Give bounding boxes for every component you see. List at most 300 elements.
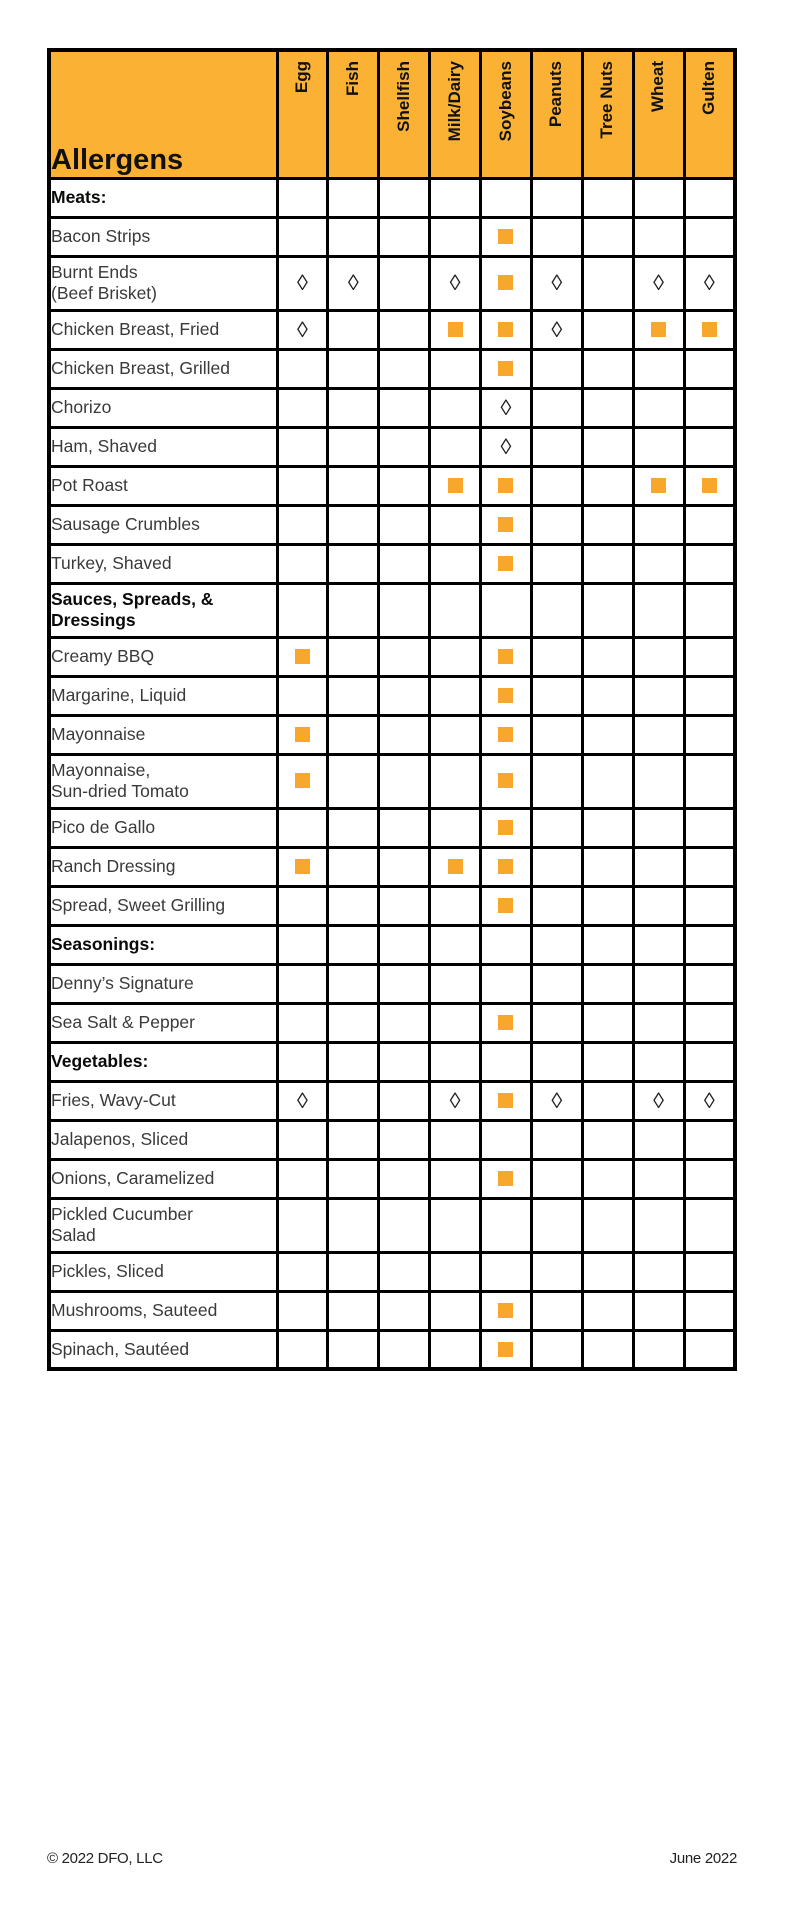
allergen-cell bbox=[684, 217, 735, 256]
allergen-cell bbox=[430, 1198, 481, 1252]
footer bbox=[47, 1850, 737, 1867]
allergen-cell bbox=[481, 715, 532, 754]
allergen-cell bbox=[633, 256, 684, 310]
allergen-cell bbox=[328, 808, 379, 847]
allergen-cell bbox=[582, 925, 633, 964]
allergen-cell bbox=[430, 925, 481, 964]
allergen-cell bbox=[328, 178, 379, 217]
allergen-cell bbox=[430, 310, 481, 349]
row-label-line1: Ham, Shaved bbox=[51, 435, 158, 456]
table-row bbox=[49, 505, 735, 544]
row-label-line1: Jalapenos, Sliced bbox=[51, 1128, 189, 1149]
square-marker-icon bbox=[498, 478, 513, 493]
column-header-fish bbox=[328, 50, 379, 178]
square-marker-icon bbox=[498, 1342, 513, 1357]
column-header-label: Fish bbox=[342, 61, 362, 96]
row-label-line1: Bacon Strips bbox=[51, 225, 151, 246]
allergen-cell bbox=[633, 808, 684, 847]
allergen-cell bbox=[531, 715, 582, 754]
allergen-cell bbox=[582, 1042, 633, 1081]
allergen-cell bbox=[430, 715, 481, 754]
column-header-egg bbox=[277, 50, 328, 178]
allergen-cell bbox=[531, 925, 582, 964]
allergen-cell bbox=[582, 427, 633, 466]
allergen-cell bbox=[633, 1291, 684, 1330]
row-label-line1: Spinach, Sautéed bbox=[51, 1338, 190, 1359]
allergen-cell bbox=[328, 310, 379, 349]
table-row bbox=[49, 754, 735, 808]
row-label-line1: Denny’s Signature bbox=[51, 972, 194, 993]
allergen-cell bbox=[328, 217, 379, 256]
row-label bbox=[49, 964, 277, 1003]
allergen-cell bbox=[430, 1330, 481, 1369]
row-label bbox=[49, 715, 277, 754]
allergen-cell bbox=[531, 349, 582, 388]
row-label bbox=[49, 427, 277, 466]
allergen-cell bbox=[277, 1120, 328, 1159]
row-label-line1: Pickles, Sliced bbox=[51, 1260, 164, 1281]
allergen-cell bbox=[430, 676, 481, 715]
allergen-cell bbox=[328, 1291, 379, 1330]
row-label-line1: Meats: bbox=[51, 186, 107, 207]
allergen-cell bbox=[277, 1159, 328, 1198]
row-label-line1: Onions, Caramelized bbox=[51, 1167, 215, 1188]
allergen-cell bbox=[430, 583, 481, 637]
allergen-cell bbox=[481, 1003, 532, 1042]
square-marker-icon bbox=[295, 727, 310, 742]
allergen-cell bbox=[379, 1120, 430, 1159]
allergen-cell bbox=[531, 847, 582, 886]
allergen-cell bbox=[430, 637, 481, 676]
row-label-line1: Mayonnaise, bbox=[51, 759, 151, 780]
allergen-cell bbox=[633, 964, 684, 1003]
allergen-cell bbox=[684, 388, 735, 427]
table-row bbox=[49, 637, 735, 676]
allergen-cell bbox=[531, 1120, 582, 1159]
allergen-cell bbox=[430, 964, 481, 1003]
column-header-soybeans bbox=[481, 50, 532, 178]
allergen-cell bbox=[328, 1252, 379, 1291]
table-title: Allergens bbox=[49, 50, 277, 178]
column-header-shellfish bbox=[379, 50, 430, 178]
allergen-cell bbox=[582, 466, 633, 505]
allergen-cell bbox=[277, 886, 328, 925]
allergen-cell bbox=[481, 1081, 532, 1120]
allergen-cell bbox=[582, 808, 633, 847]
allergen-cell bbox=[531, 808, 582, 847]
allergen-cell bbox=[684, 1042, 735, 1081]
row-label bbox=[49, 388, 277, 427]
diamond-marker-icon: ◊ bbox=[297, 1087, 308, 1113]
allergen-cell bbox=[277, 676, 328, 715]
row-label bbox=[49, 1252, 277, 1291]
allergen-cell bbox=[633, 1042, 684, 1081]
allergen-cell bbox=[277, 466, 328, 505]
allergen-cell bbox=[582, 1198, 633, 1252]
allergen-cell bbox=[633, 925, 684, 964]
column-header-wheat bbox=[633, 50, 684, 178]
allergen-cell bbox=[582, 505, 633, 544]
allergen-cell bbox=[531, 637, 582, 676]
row-label bbox=[49, 1120, 277, 1159]
allergen-cell bbox=[328, 847, 379, 886]
allergen-cell bbox=[481, 1198, 532, 1252]
allergen-cell bbox=[582, 715, 633, 754]
allergen-cell bbox=[379, 1291, 430, 1330]
square-marker-icon bbox=[498, 556, 513, 571]
allergen-cell bbox=[430, 256, 481, 310]
allergen-cell bbox=[277, 427, 328, 466]
allergen-cell bbox=[379, 676, 430, 715]
allergen-cell bbox=[481, 427, 532, 466]
allergen-cell bbox=[481, 544, 532, 583]
footer-date: June 2022 bbox=[669, 1850, 737, 1867]
row-label bbox=[49, 637, 277, 676]
allergen-cell bbox=[379, 886, 430, 925]
square-marker-icon bbox=[702, 478, 717, 493]
square-marker-icon bbox=[498, 361, 513, 376]
allergen-cell bbox=[379, 1159, 430, 1198]
table-row bbox=[49, 349, 735, 388]
table-row bbox=[49, 1159, 735, 1198]
square-marker-icon bbox=[498, 1171, 513, 1186]
allergen-cell bbox=[277, 847, 328, 886]
allergen-cell bbox=[633, 1252, 684, 1291]
allergen-cell bbox=[531, 1159, 582, 1198]
category-row bbox=[49, 1042, 735, 1081]
diamond-marker-icon: ◊ bbox=[551, 270, 563, 295]
allergen-cell bbox=[430, 349, 481, 388]
diamond-marker-icon: ◊ bbox=[653, 270, 664, 295]
table-row bbox=[49, 427, 735, 466]
allergen-cell bbox=[481, 217, 532, 256]
row-label bbox=[49, 1042, 277, 1081]
allergen-cell bbox=[328, 544, 379, 583]
allergen-cell bbox=[277, 1252, 328, 1291]
diamond-marker-icon: ◊ bbox=[551, 316, 563, 342]
allergen-cell bbox=[430, 466, 481, 505]
square-marker-icon bbox=[498, 1015, 513, 1030]
row-label-line1: Mayonnaise bbox=[51, 723, 146, 744]
allergen-cell bbox=[328, 715, 379, 754]
row-label bbox=[49, 886, 277, 925]
square-marker-icon bbox=[498, 859, 513, 874]
allergen-cell bbox=[430, 1252, 481, 1291]
allergen-cell bbox=[684, 715, 735, 754]
allergen-cell bbox=[633, 505, 684, 544]
column-header-label: Soybeans bbox=[495, 61, 515, 142]
allergen-cell bbox=[481, 388, 532, 427]
allergen-cell bbox=[481, 1330, 532, 1369]
category-row bbox=[49, 583, 735, 637]
allergen-cell bbox=[684, 466, 735, 505]
diamond-marker-icon: ◊ bbox=[297, 316, 308, 342]
allergen-cell bbox=[582, 847, 633, 886]
allergen-cell bbox=[684, 583, 735, 637]
diamond-marker-icon: ◊ bbox=[500, 394, 512, 420]
row-label-line1: Pickled Cucumber bbox=[51, 1203, 193, 1224]
diamond-marker-icon: ◊ bbox=[449, 270, 461, 295]
table-row bbox=[49, 1003, 735, 1042]
allergen-cell bbox=[531, 1042, 582, 1081]
allergen-cell bbox=[684, 349, 735, 388]
allergen-cell bbox=[481, 505, 532, 544]
row-label bbox=[49, 217, 277, 256]
allergen-cell bbox=[379, 388, 430, 427]
allergen-cell bbox=[379, 1198, 430, 1252]
allergen-cell bbox=[582, 256, 633, 310]
square-marker-icon bbox=[295, 859, 310, 874]
allergen-cell bbox=[684, 1003, 735, 1042]
row-label bbox=[49, 1291, 277, 1330]
column-header-gulten bbox=[684, 50, 735, 178]
allergen-cell bbox=[430, 427, 481, 466]
square-marker-icon bbox=[448, 859, 463, 874]
allergen-table bbox=[47, 48, 737, 1371]
square-marker-icon bbox=[651, 322, 666, 337]
allergen-cell bbox=[379, 256, 430, 310]
column-header-peanuts bbox=[531, 50, 582, 178]
allergen-cell bbox=[684, 1198, 735, 1252]
allergen-cell bbox=[633, 388, 684, 427]
allergen-cell bbox=[582, 1003, 633, 1042]
allergen-cell bbox=[582, 1252, 633, 1291]
allergen-cell bbox=[430, 178, 481, 217]
square-marker-icon bbox=[498, 649, 513, 664]
row-label-line2: Dressings bbox=[51, 610, 136, 630]
diamond-marker-icon: ◊ bbox=[653, 1087, 664, 1113]
table-row bbox=[49, 1330, 735, 1369]
allergen-cell bbox=[379, 715, 430, 754]
allergen-cell bbox=[481, 349, 532, 388]
square-marker-icon bbox=[498, 1303, 513, 1318]
allergen-cell bbox=[633, 715, 684, 754]
allergen-cell bbox=[582, 1081, 633, 1120]
allergen-cell bbox=[328, 466, 379, 505]
allergen-cell bbox=[328, 1081, 379, 1120]
allergen-cell bbox=[684, 1291, 735, 1330]
allergen-cell bbox=[379, 925, 430, 964]
allergen-cell bbox=[633, 1330, 684, 1369]
row-label-line2: Salad bbox=[51, 1225, 96, 1245]
allergen-cell bbox=[277, 1198, 328, 1252]
allergen-cell bbox=[430, 886, 481, 925]
row-label-line1: Spread, Sweet Grilling bbox=[51, 894, 226, 915]
allergen-cell bbox=[430, 754, 481, 808]
allergen-cell bbox=[531, 1252, 582, 1291]
table-row bbox=[49, 808, 735, 847]
allergen-cell bbox=[684, 676, 735, 715]
allergen-cell bbox=[430, 808, 481, 847]
column-header-label: Tree Nuts bbox=[597, 61, 617, 139]
allergen-cell bbox=[328, 349, 379, 388]
table-row bbox=[49, 1120, 735, 1159]
allergen-cell bbox=[531, 676, 582, 715]
allergen-cell bbox=[481, 1042, 532, 1081]
allergen-cell bbox=[633, 178, 684, 217]
allergen-cell bbox=[277, 1291, 328, 1330]
allergen-cell bbox=[430, 388, 481, 427]
diamond-marker-icon: ◊ bbox=[297, 270, 308, 295]
allergen-cell bbox=[684, 847, 735, 886]
header-row bbox=[49, 50, 735, 178]
allergen-cell bbox=[684, 1159, 735, 1198]
square-marker-icon bbox=[295, 649, 310, 664]
allergen-cell bbox=[481, 847, 532, 886]
allergen-cell bbox=[379, 1330, 430, 1369]
allergen-cell bbox=[277, 583, 328, 637]
allergen-cell bbox=[379, 505, 430, 544]
square-marker-icon bbox=[498, 727, 513, 742]
allergen-cell bbox=[430, 505, 481, 544]
row-label-line1: Sauces, Spreads, & bbox=[51, 588, 214, 609]
square-marker-icon bbox=[498, 1093, 513, 1108]
row-label bbox=[49, 808, 277, 847]
square-marker-icon bbox=[448, 322, 463, 337]
row-label-line1: Chicken Breast, Fried bbox=[51, 318, 220, 339]
row-label-line1: Creamy BBQ bbox=[51, 645, 155, 666]
row-label-line1: Turkey, Shaved bbox=[51, 552, 172, 573]
allergen-cell bbox=[481, 310, 532, 349]
allergen-cell bbox=[633, 637, 684, 676]
allergen-cell bbox=[430, 544, 481, 583]
square-marker-icon bbox=[498, 898, 513, 913]
allergen-cell bbox=[582, 1120, 633, 1159]
allergen-cell bbox=[531, 388, 582, 427]
row-label bbox=[49, 847, 277, 886]
allergen-cell bbox=[684, 1252, 735, 1291]
allergen-cell bbox=[328, 1003, 379, 1042]
allergen-cell bbox=[582, 1159, 633, 1198]
allergen-cell bbox=[582, 544, 633, 583]
diamond-marker-icon: ◊ bbox=[347, 270, 359, 295]
allergen-cell bbox=[379, 964, 430, 1003]
square-marker-icon bbox=[448, 478, 463, 493]
table-row bbox=[49, 964, 735, 1003]
allergen-cell bbox=[684, 178, 735, 217]
allergen-cell bbox=[633, 886, 684, 925]
square-marker-icon bbox=[295, 773, 310, 788]
allergen-cell bbox=[277, 544, 328, 583]
square-marker-icon bbox=[498, 322, 513, 337]
allergen-cell bbox=[531, 1330, 582, 1369]
allergen-cell bbox=[328, 1042, 379, 1081]
allergen-cell bbox=[633, 1081, 684, 1120]
allergen-cell bbox=[379, 1042, 430, 1081]
allergen-cell bbox=[633, 1003, 684, 1042]
table-row bbox=[49, 256, 735, 310]
allergen-cell bbox=[328, 676, 379, 715]
allergen-cell bbox=[481, 466, 532, 505]
allergen-cell bbox=[277, 388, 328, 427]
allergen-cell bbox=[481, 754, 532, 808]
allergen-cell bbox=[481, 676, 532, 715]
allergen-cell bbox=[531, 754, 582, 808]
allergen-cell bbox=[328, 1120, 379, 1159]
diamond-marker-icon: ◊ bbox=[703, 1087, 715, 1113]
allergen-cell bbox=[379, 544, 430, 583]
allergen-cell bbox=[328, 964, 379, 1003]
allergen-cell bbox=[633, 583, 684, 637]
row-label-line2: Sun-dried Tomato bbox=[51, 781, 189, 801]
table-row bbox=[49, 466, 735, 505]
table-row bbox=[49, 217, 735, 256]
allergen-cell bbox=[277, 1042, 328, 1081]
row-label-line1: Sea Salt & Pepper bbox=[51, 1011, 195, 1032]
square-marker-icon bbox=[498, 275, 513, 290]
allergen-cell bbox=[328, 427, 379, 466]
allergen-cell bbox=[684, 925, 735, 964]
square-marker-icon bbox=[651, 478, 666, 493]
square-marker-icon bbox=[702, 322, 717, 337]
allergen-cell bbox=[481, 178, 532, 217]
table-row bbox=[49, 847, 735, 886]
allergen-cell bbox=[277, 715, 328, 754]
allergen-cell bbox=[633, 1198, 684, 1252]
square-marker-icon bbox=[498, 229, 513, 244]
row-label-line1: Ranch Dressing bbox=[51, 855, 176, 876]
allergen-cell bbox=[481, 1159, 532, 1198]
allergen-cell bbox=[277, 808, 328, 847]
row-label-line1: Margarine, Liquid bbox=[51, 684, 187, 705]
allergen-cell bbox=[277, 310, 328, 349]
allergen-cell bbox=[379, 1252, 430, 1291]
column-header-tree-nuts bbox=[582, 50, 633, 178]
column-header-label: Wheat bbox=[648, 61, 668, 112]
allergen-cell bbox=[328, 1198, 379, 1252]
allergen-cell bbox=[430, 1291, 481, 1330]
allergen-cell bbox=[531, 427, 582, 466]
allergen-cell bbox=[328, 388, 379, 427]
allergen-cell bbox=[531, 1291, 582, 1330]
allergen-cell bbox=[328, 886, 379, 925]
allergen-cell bbox=[684, 1081, 735, 1120]
column-header-label: Milk/Dairy bbox=[444, 61, 464, 142]
category-row bbox=[49, 925, 735, 964]
row-label bbox=[49, 505, 277, 544]
square-marker-icon bbox=[498, 688, 513, 703]
table-row bbox=[49, 886, 735, 925]
allergen-cell bbox=[328, 583, 379, 637]
column-header-label: Egg bbox=[292, 61, 312, 94]
allergen-cell bbox=[430, 1159, 481, 1198]
row-label-line1: Mushrooms, Sauteed bbox=[51, 1299, 218, 1320]
allergen-cell bbox=[277, 178, 328, 217]
table-row bbox=[49, 1198, 735, 1252]
row-label-line1: Fries, Wavy-Cut bbox=[51, 1089, 176, 1110]
allergen-cell bbox=[582, 964, 633, 1003]
allergen-cell bbox=[633, 676, 684, 715]
allergen-cell bbox=[379, 427, 430, 466]
allergen-cell bbox=[633, 310, 684, 349]
allergen-cell bbox=[430, 847, 481, 886]
allergen-cell bbox=[328, 1159, 379, 1198]
allergen-cell bbox=[684, 427, 735, 466]
allergen-cell bbox=[582, 637, 633, 676]
row-label bbox=[49, 466, 277, 505]
allergen-cell bbox=[277, 1081, 328, 1120]
allergen-cell bbox=[379, 178, 430, 217]
allergen-cell bbox=[277, 754, 328, 808]
allergen-cell bbox=[684, 1120, 735, 1159]
allergen-cell bbox=[531, 505, 582, 544]
allergen-cell bbox=[684, 310, 735, 349]
row-label bbox=[49, 310, 277, 349]
allergen-cell bbox=[633, 1120, 684, 1159]
allergen-cell bbox=[684, 544, 735, 583]
allergen-cell bbox=[633, 427, 684, 466]
allergen-cell bbox=[379, 1081, 430, 1120]
